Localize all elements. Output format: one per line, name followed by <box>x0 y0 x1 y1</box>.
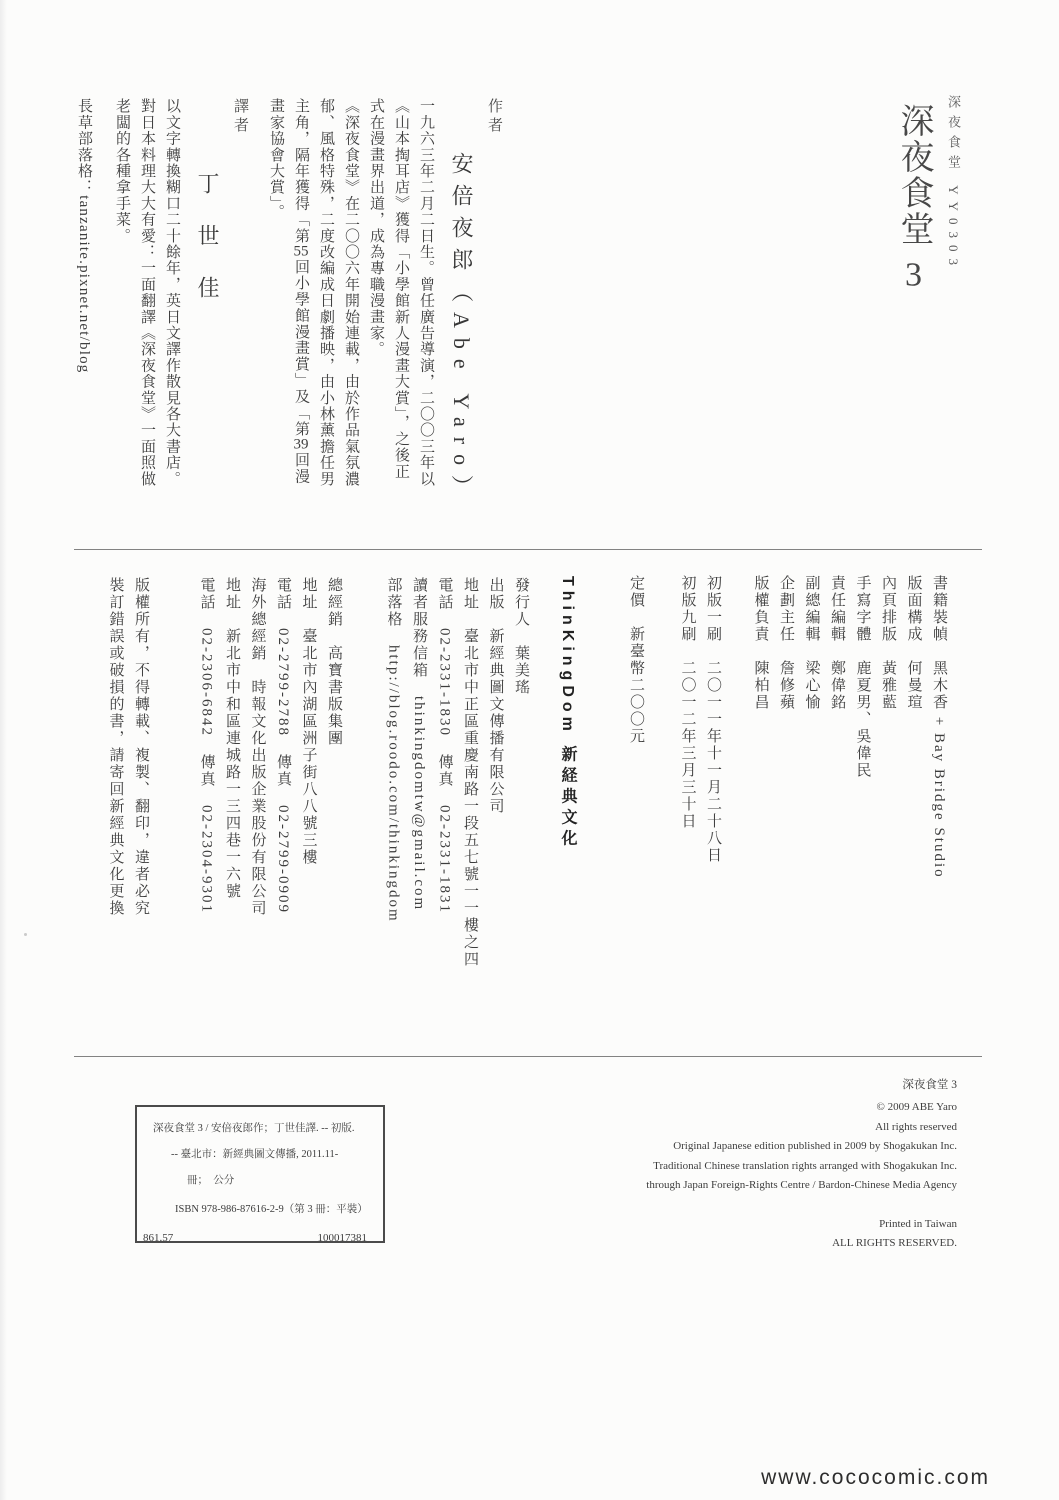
rights-notice <box>102 577 153 1009</box>
staff-credit-line: 版面構成 何曼瑄 <box>905 575 922 711</box>
translator-blog-line: 長草部落格：tanzanite.pixnet.net/blog <box>76 98 92 374</box>
staff-credits <box>747 575 951 999</box>
author-name: 安倍夜郎（Abe Yaro） <box>449 152 474 508</box>
author-section <box>263 98 505 508</box>
publisher-line: 出版 新經典圖文傳播有限公司 <box>487 577 504 815</box>
copyright-lines <box>646 1098 957 1196</box>
translator-name: 丁世佳 <box>195 172 220 328</box>
copyright-footer-line: ALL RIGHTS RESERVED. <box>832 1237 957 1249</box>
publisher-line: 地址 臺北市中正區重慶南路一段五七號一一樓之四 <box>462 577 478 968</box>
author-bio-line: 郁、風格特殊，二度改編成日劇播映，由小林薰擔任男 <box>318 98 334 487</box>
cip-line: 冊； 公分 <box>187 1175 235 1186</box>
publisher-info <box>380 577 533 1009</box>
price-value: 定價 新臺幣二〇〇元 <box>628 575 644 745</box>
copyright-footer-line: Printed in Taiwan <box>879 1217 957 1230</box>
cip-line: 深夜食堂 3 / 安倍夜郎作；丁世佳譯. -- 初版. <box>153 1123 355 1134</box>
author-bio-line: 式在漫畫界出道，成為專職漫畫家。 <box>368 98 384 358</box>
author-bio-line: 一九六三年二月二日生。曾任廣告導演，二〇〇三年以 <box>418 98 434 487</box>
translator-bio-line: 老闆的各種拿手菜。 <box>114 98 130 244</box>
colophon-publishing <box>102 577 533 1009</box>
author-bio-line: 畫家協會大賞」。 <box>268 98 284 221</box>
series-code: 深夜食堂 YY0303 <box>946 95 961 273</box>
colophon-credits <box>623 575 952 999</box>
copyright-title: 深夜食堂 3 <box>902 1079 957 1091</box>
author-bio-line: 《山本掏耳店》獲得「小學館新人漫畫大賞」，之後正 <box>393 98 409 480</box>
cip-lines <box>153 1116 377 1223</box>
cip-line: ISBN 978-986-87616-2-9（第 3 冊：平裝） <box>175 1204 368 1215</box>
author-bio <box>263 98 438 502</box>
author-label: 作者 <box>486 98 502 136</box>
publisher-line: 電話 02-2331-1830 傳真 02-2331-1831 <box>436 577 453 914</box>
distribution-line: 電話 02-2306-6842 傳真 02-2304-9301 <box>198 577 215 914</box>
divider-top <box>74 549 982 550</box>
rights-line: 版權所有，不得轉載、複製、翻印，違者必究 <box>133 577 149 917</box>
printing-line: 初版九刷 二〇一二年三月三十日 <box>679 575 696 830</box>
staff-credit-line: 書籍裝幀 黑木香 + Bay Bridge Studio <box>931 575 947 879</box>
copyright-footer <box>646 1215 957 1254</box>
cip-line: -- 臺北市：新經典圖文傳播, 2011.11- <box>171 1149 339 1160</box>
copyright-line: Traditional Chinese translation rights arranged with Shogakukan Inc. <box>653 1159 957 1172</box>
cip-record-number: 100017381 <box>317 1232 367 1244</box>
edition-printings <box>674 575 725 999</box>
staff-credit-line: 手寫字體 鹿夏男、吳偉民 <box>854 575 871 779</box>
staff-credit-line: 責任編輯 鄭偉銘 <box>829 575 845 711</box>
cip-class-number: 861.57 <box>143 1232 174 1244</box>
staff-credit-line: 內頁排版 黃雅藍 <box>880 575 896 711</box>
divider-bottom <box>74 1056 982 1057</box>
watermark: www.cococomic.com <box>761 1466 990 1489</box>
staff-credit-line: 副總編輯 梁心愉 <box>803 575 820 711</box>
copyright-block <box>646 1076 957 1254</box>
distribution-line: 電話 02-2799-2788 傳真 02-2799-0909 <box>275 577 291 914</box>
price-line <box>623 575 649 999</box>
cip-bottom-row <box>143 1232 377 1244</box>
publisher-line: 部落格 http://blog.roodo.com/thinkingdom <box>385 577 402 923</box>
copyright-line: All rights reserved <box>875 1120 957 1133</box>
distribution-info <box>193 577 346 1009</box>
distribution-line: 海外總經銷 時報文化出版企業股份有限公司 <box>249 577 266 917</box>
book-title: 深夜食堂 3 <box>895 103 932 292</box>
rights-line: 裝訂錯誤或破損的書，請寄回新經典文化更換 <box>107 577 124 917</box>
distribution-line: 地址 新北市中和區連城路一三四巷一六號 <box>224 577 240 900</box>
printing-line: 初版一刷 二〇一一年十一月二十八日 <box>705 575 721 864</box>
scan-speck <box>24 933 27 936</box>
copyright-line: through Japan Foreign-Rights Centre / Bardon-Chinese Media Agency <box>646 1179 957 1191</box>
distribution-line: 總經銷 高寶書版集團 <box>326 577 342 747</box>
author-bio-line: 《深夜食堂》在二〇〇六年開始連載，由於作品氣氛濃 <box>343 98 359 487</box>
distribution-line: 地址 臺北市內湖區洲子街八八號三樓 <box>300 577 317 866</box>
cip-box <box>135 1105 385 1243</box>
publisher-logo: ThinKingDom 新経典文化 <box>559 576 576 851</box>
staff-credit-line: 版權負責 陳柏昌 <box>752 575 769 711</box>
translator-label: 譯者 <box>232 98 248 136</box>
translator-section <box>71 98 251 502</box>
translator-bio-line: 以文字轉換糊口二十餘年，英日文譯作散見各大書店。 <box>164 98 180 487</box>
staff-credit-line: 企劃主任 詹修蘋 <box>778 575 794 711</box>
copyright-line: Original Japanese edition published in 2009 by Shogakukan Inc. <box>673 1140 957 1152</box>
translator-bio <box>109 98 184 502</box>
publisher-line: 發行人 葉美瑤 <box>513 577 529 696</box>
author-bio-line: 主角，隔年獲得「第55回小學館漫畫賞」及「第39回漫 <box>293 98 309 485</box>
publisher-line: 讀者服務信箱 thinkingdomtw@gmail.com <box>411 577 427 912</box>
copyright-line: © 2009 ABE Yaro <box>876 1101 957 1113</box>
translator-bio-line: 對日本料理大大有愛：一面翻譯《深夜食堂》一面照做 <box>139 98 155 487</box>
